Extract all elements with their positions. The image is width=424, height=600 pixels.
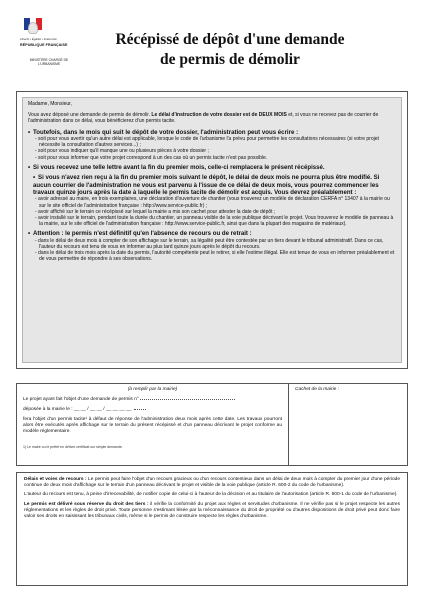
- date-dots: [134, 406, 146, 410]
- title-line-1: Récépissé de dépôt d'une demande: [115, 31, 345, 48]
- intro-paragraph: [28, 112, 396, 124]
- list-item: - avoir affiché sur le terrain ce récépissé sur lequel la mairie a mis son cachet pour attester la date de dépôt ;: [35, 208, 276, 215]
- third-party-text: il vérifie la conformité du projet aux règles et servitudes d'urbanisme. Il ne vérifie pas si le projet respecte les autres réglementations et les règles de droit privé. Toute personne s'estimant lésée par la méconnaissance du droit de propriété ou d'autres dispositions de droit privé peut donc faire valoir ses droits en saisissant les tribunaux civils, même si le permis de construire respecte les règles d'urbanisme.: [24, 501, 400, 520]
- bullet-icon: •: [28, 230, 31, 238]
- recourse-title: Délais et voies de recours :: [24, 477, 87, 482]
- form-header: (à remplir par la mairie): [127, 387, 178, 392]
- third-party-paragraph: [24, 502, 400, 521]
- list-item: - dans le délai de trois mois après la date du permis, l'autorité compétente peut le retirer, si elle l'estime illégal. Elle est tenue de vous en informer préalablement et de vous permettre de répondre à ses observations.: [35, 250, 395, 263]
- mayor-form: [17, 384, 289, 465]
- section-heading: [28, 230, 396, 237]
- bullet-icon: •: [33, 174, 36, 182]
- section-heading: [28, 129, 396, 136]
- section-toutefois: [28, 129, 396, 161]
- section-heading-text: Si vous recevez une telle lettre avant la fin du premier mois, celle-ci remplacera le présent récépissé.: [33, 163, 325, 171]
- permit-number-field[interactable]: [140, 396, 235, 400]
- section-heading: [28, 174, 396, 196]
- list-item: - soit pour vous informer que votre projet correspond à un des cas où un permis tacite n'est pas possible.: [35, 154, 268, 161]
- document-title: [100, 30, 360, 70]
- third-party-title: Le permis est délivré sous réserve du droit des tiers :: [24, 501, 149, 507]
- list-item: - soit pour vous indiquer qu'il manque une ou plusieurs pièces à votre dossier ;: [35, 148, 209, 155]
- deposit-date-line: [23, 406, 282, 413]
- stamp-label: Cachet de la mairie :: [295, 387, 339, 392]
- intro-text: Vous avez déposé une demande de permis de démolir.: [28, 112, 152, 119]
- section-heading-text: Si vous n'avez rien reçu à la fin du premier mois suivant le dépôt, le délai de deux mois ne pourra plus être modifié. Si aucun courrier de l'administration ne vous est parvenu à l'issue de ce délai de deux mois, vous pourrez commencer les travaux quinze jours après la date à laquelle le permis tacite de démolir est acquis. Vous devrez préalablement :: [33, 174, 380, 197]
- notification-paragraph: L'auteur du recours est tenu, à peine d'irrecevabilité, de notifier copie de celui-ci à l'auteur de la décision et au titulaire de l'autorisation (article R. 600-1 du code de l'urbanisme).: [24, 492, 398, 498]
- bullet-icon: •: [28, 163, 31, 171]
- list-item: - avoir adressé au maire, en trois exemplaires, une déclaration d'ouverture de chantier (vous trouverez un modèle de déclaration CERFA n° 13407 à la mairie ou sur le site officiel de l'administration française : http://www.service-public.fr) ;: [35, 196, 390, 209]
- notice-box: [16, 91, 408, 369]
- republic-motto: Liberté • Égalité • Fraternité: [20, 37, 57, 41]
- section-heading-text: Toutefois, dans le mois qui suit le dépôt de votre dossier, l'administration peut vous écrire :: [33, 128, 299, 136]
- deposit-date-field[interactable]: __ __ / __ __ / __ __ __ __: [73, 407, 132, 413]
- marianne-icon: [28, 22, 38, 34]
- recourse-text: Le permis peut faire l'objet d'un recours gracieux ou d'un recours contentieux dans un délai de deux mois à compter du premier jour d'une période continue de deux mois d'affichage sur le terrain d'un panneau décrivant le projet et visible de la voie publique (article R. 600-2 du code de l'urbanisme).: [24, 477, 400, 489]
- list-item: - soit pour vous avertir qu'un autre délai est applicable, lorsque le code de l'urbanisme l'a prévu pour permettre les consultations nécessaires (si votre projet nécessite la consultation d'autres services...) ;: [35, 136, 379, 149]
- section-heading: [28, 164, 396, 171]
- footnote: 1) Le maire ou le préfet en délivre certificat sur simple demande.: [23, 445, 123, 450]
- section-rien-recu: [28, 174, 396, 227]
- intro-bold: Le délai d'instruction de votre dossier est de DEUX MOIS: [151, 112, 287, 119]
- stamp-area[interactable]: [289, 384, 407, 471]
- republic-name: RÉPUBLIQUE FRANÇAISE: [20, 43, 68, 47]
- permit-number-label: Le projet ayant fait l'objet d'une demande de permis n°: [23, 397, 139, 403]
- section-lettre: [28, 164, 396, 171]
- ministry-name: MINISTÈRE CHARGÉ DE L'URBANISME: [29, 58, 69, 67]
- salutation: Madame, Monsieur,: [28, 101, 72, 107]
- mayor-form-box: [16, 383, 408, 466]
- recourse-paragraph: [24, 477, 400, 489]
- bullet-icon: •: [28, 128, 31, 136]
- notice-content: [22, 97, 402, 363]
- deposit-date-label: déposée à la mairie le :: [23, 407, 73, 413]
- section-heading-text: Attention : le permis n'est définitif qu'en l'absence de recours ou de retrait :: [33, 230, 252, 238]
- title-line-2: de permis de démolir: [160, 51, 300, 68]
- section-attention: [28, 230, 396, 262]
- permit-number-line: [23, 396, 282, 403]
- list-item: - avoir installé sur le terrain, pendant toute la durée du chantier, un panneau visible de la voie publique décrivant le projet. Vous trouverez le modèle de panneau à la mairie, sur le site officiel de l'administration française : http://www.service-public.fr, ainsi que dans la plupart des magasins de matériaux).: [35, 215, 394, 228]
- tacit-permit-text: fera l'objet d'un permis tacite¹ à défaut de réponse de l'administration deux mois après cette date. Les travaux pourront alors être exécutés après affichage sur le terrain du présent récépissé et d'un panneau décrivant le projet conforme au modèle réglementaire.: [23, 416, 282, 435]
- intro-text-end: et, si vous ne recevez pas de courrier de l'administration dans ce délai, vous bénéficierez d'un permis tacite.: [28, 112, 379, 125]
- legal-box: [16, 472, 408, 586]
- list-item: - dans le délai de deux mois à compter de son affichage sur le terrain, sa légalité peut être contestée par un tiers devant le tribunal administratif. Dans ce cas, l'auteur du recours est tenu de vous en informer au plus tard quinze jours après le dépôt du recours.: [35, 237, 384, 251]
